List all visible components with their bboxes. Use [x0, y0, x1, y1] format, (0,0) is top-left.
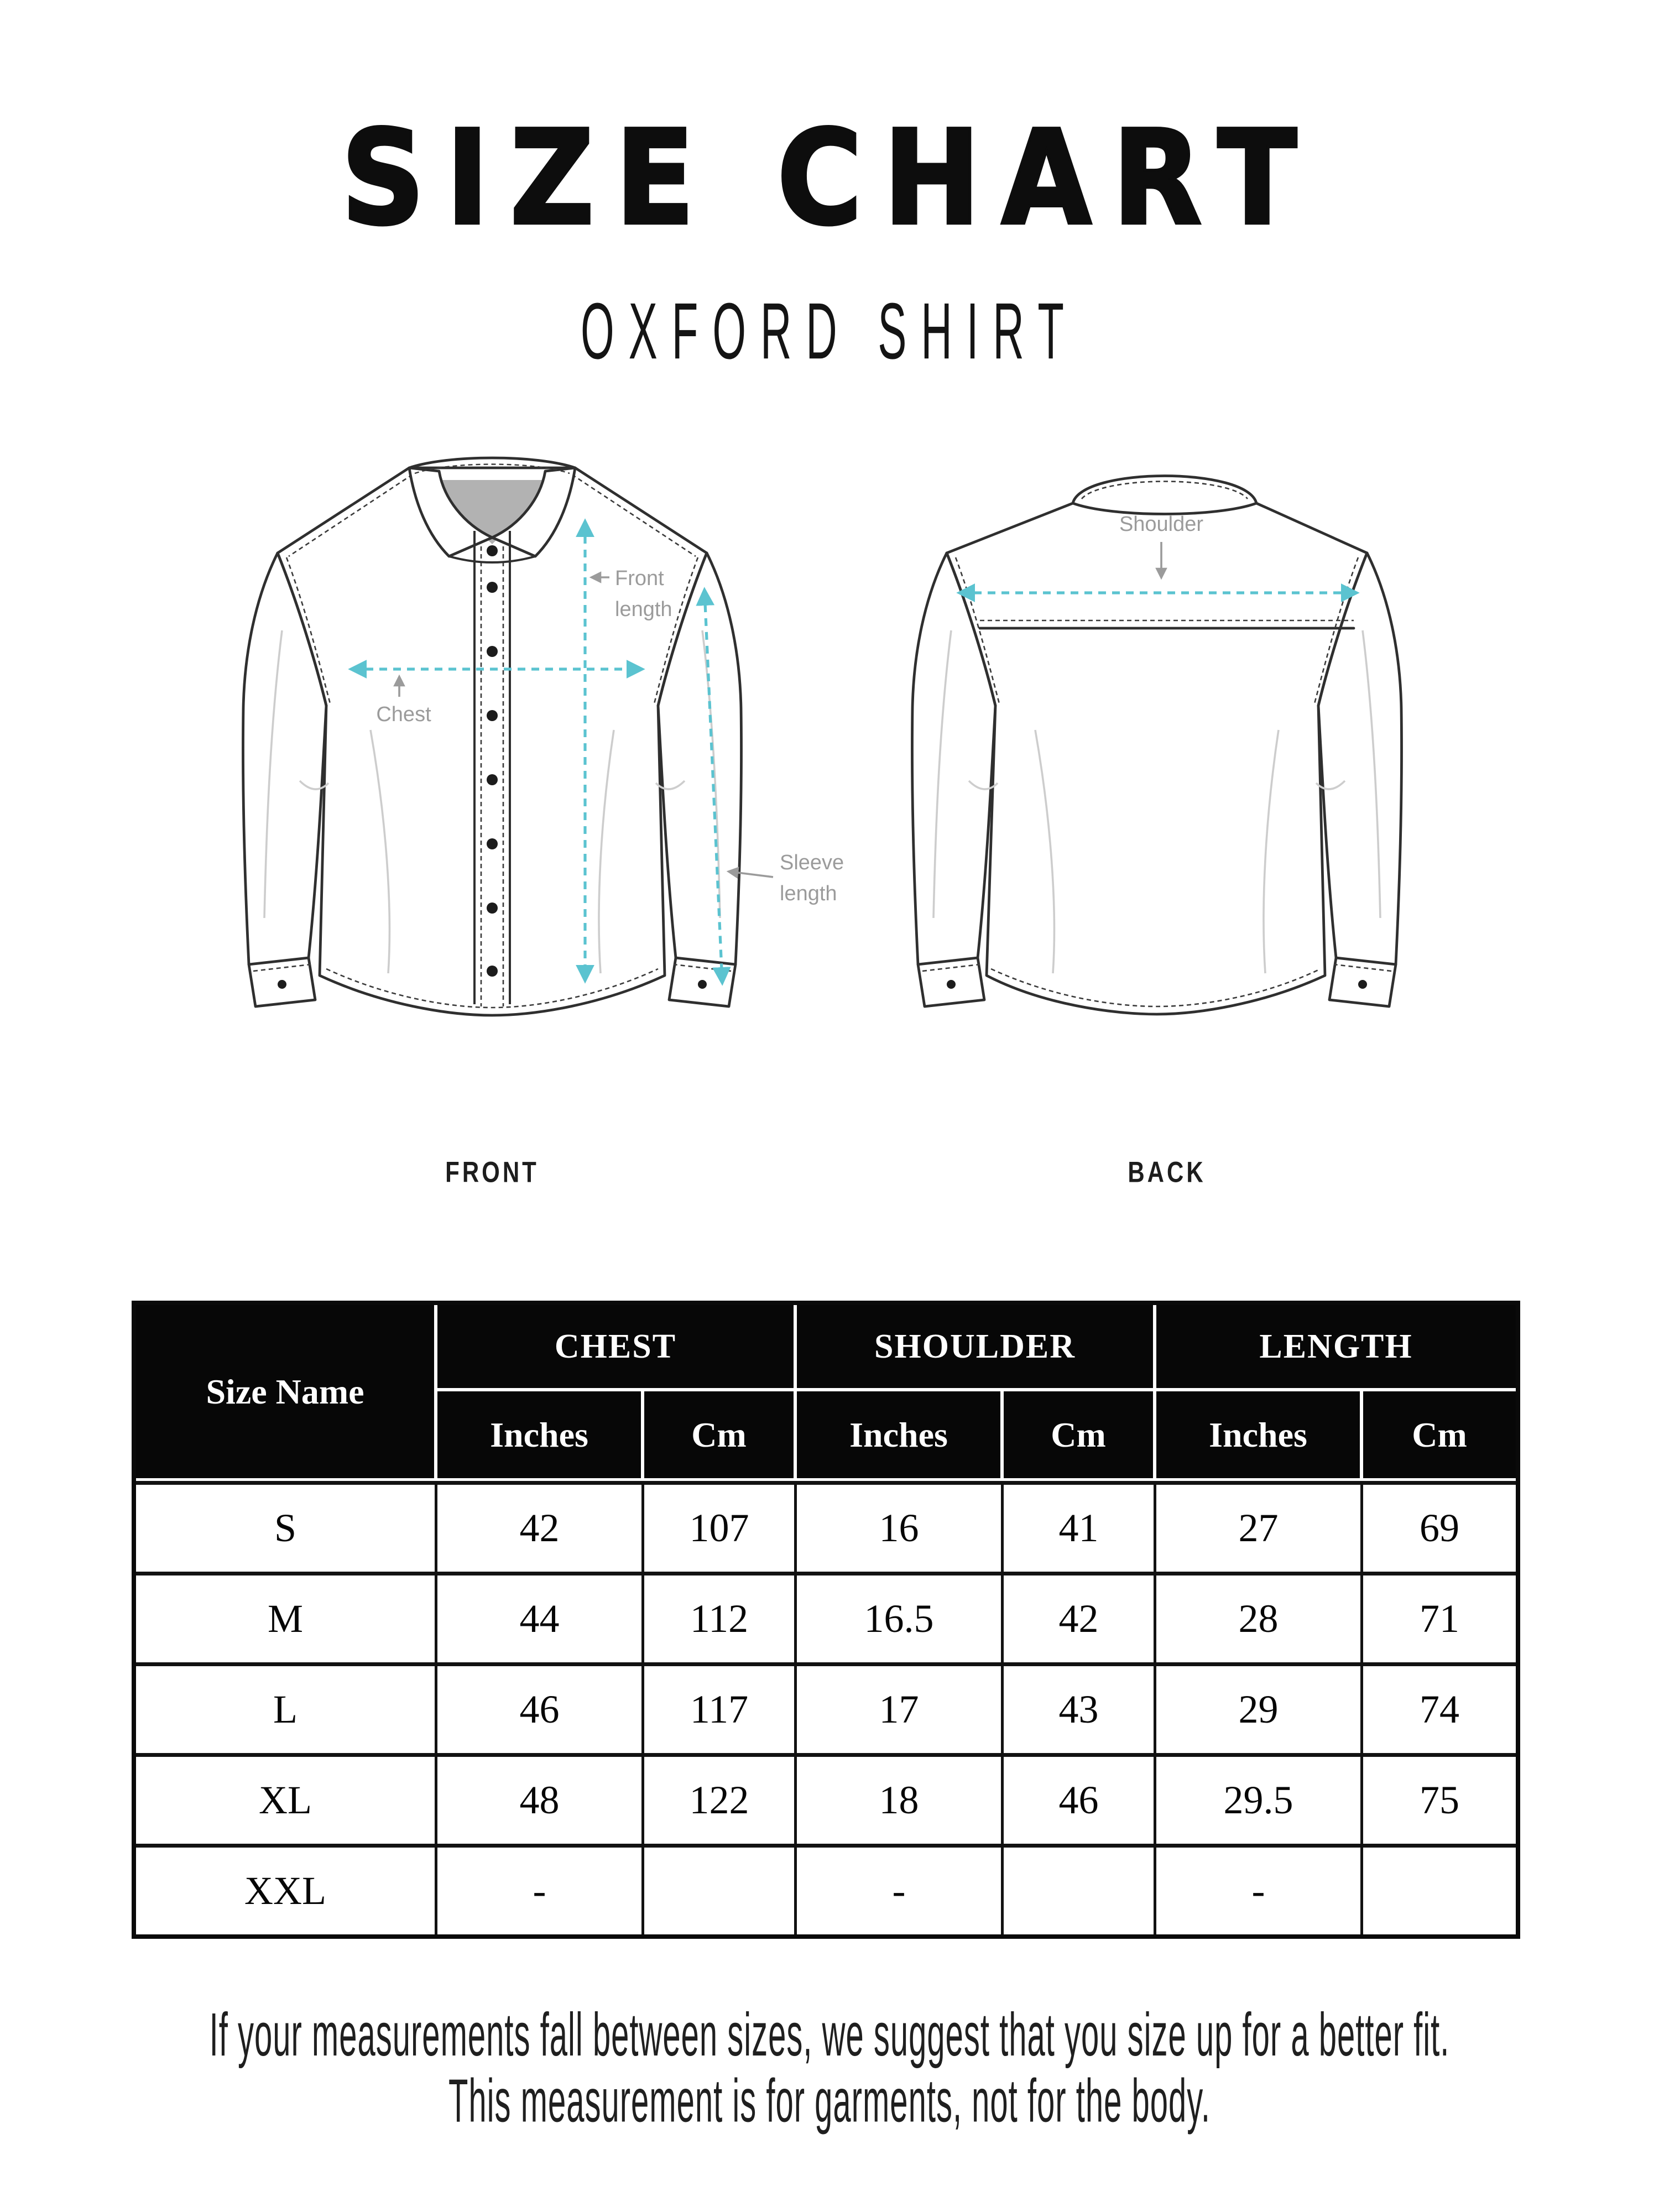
front-shirt-diagram [238, 453, 857, 1023]
cell: 27 [1156, 1481, 1363, 1572]
length-group-header: LENGTH [1156, 1305, 1516, 1391]
cell: 48 [437, 1753, 644, 1844]
cell [1363, 1844, 1516, 1934]
cell: 107 [644, 1481, 797, 1572]
table-row [136, 1844, 1516, 1934]
shoulder-inches-header: Inches [797, 1391, 1004, 1481]
length-inches-header: Inches [1156, 1391, 1363, 1481]
back-caption: BACK [1128, 1156, 1206, 1188]
shoulder-group-header: SHOULDER [797, 1305, 1156, 1391]
cell: 17 [797, 1662, 1004, 1753]
cell: 41 [1004, 1481, 1156, 1572]
table-row [136, 1662, 1516, 1753]
cell: 16.5 [797, 1572, 1004, 1662]
front-length-label-line1: Front [615, 567, 664, 590]
cell: 122 [644, 1753, 797, 1844]
chest-group-header: CHEST [437, 1305, 797, 1391]
cell: - [437, 1844, 644, 1934]
cell: 44 [437, 1572, 644, 1662]
front-caption: FRONT [445, 1156, 539, 1188]
back-shirt-outline [912, 476, 1401, 1015]
fit-note [0, 2002, 1659, 2134]
size-name-header: Size Name [136, 1305, 437, 1481]
cell: 112 [644, 1572, 797, 1662]
back-shirt-diagram [896, 453, 1438, 1023]
cell: 29 [1156, 1662, 1363, 1753]
page-title: SIZE CHART [341, 102, 1318, 254]
length-cm-header: Cm [1363, 1391, 1516, 1481]
size-cell: XL [136, 1753, 437, 1844]
cell [1004, 1844, 1156, 1934]
size-cell: L [136, 1662, 437, 1753]
fit-note-line1: If your measurements fall between sizes, we suggest that you size up for a better fit. [209, 2001, 1450, 2069]
table-row [136, 1481, 1516, 1572]
size-cell: XXL [136, 1844, 437, 1934]
chest-cm-header: Cm [644, 1391, 797, 1481]
cell: 75 [1363, 1753, 1516, 1844]
table-header-group-row [136, 1305, 1516, 1391]
cell [644, 1844, 797, 1934]
cell: - [1156, 1844, 1363, 1934]
front-length-label-line2: length [615, 598, 672, 621]
cell: 28 [1156, 1572, 1363, 1662]
cell: 74 [1363, 1662, 1516, 1753]
table-row [136, 1753, 1516, 1844]
page-subtitle: OXFORD SHIRT [581, 285, 1078, 376]
cell: 29.5 [1156, 1753, 1363, 1844]
cell: 46 [437, 1662, 644, 1753]
table-row [136, 1572, 1516, 1662]
sleeve-length-label-line2: length [780, 882, 837, 905]
chest-label: Chest [376, 703, 431, 726]
cell: 117 [644, 1662, 797, 1753]
shoulder-cm-header: Cm [1004, 1391, 1156, 1481]
size-cell: M [136, 1572, 437, 1662]
cell: 46 [1004, 1753, 1156, 1844]
cell: 18 [797, 1753, 1004, 1844]
cell: 69 [1363, 1481, 1516, 1572]
cell: 43 [1004, 1662, 1156, 1753]
shoulder-label: Shoulder [1119, 513, 1204, 536]
cell: 16 [797, 1481, 1004, 1572]
size-cell: S [136, 1481, 437, 1572]
chest-inches-header: Inches [437, 1391, 644, 1481]
sleeve-length-label-line1: Sleeve [780, 851, 844, 874]
cell: 42 [1004, 1572, 1156, 1662]
cell: 71 [1363, 1572, 1516, 1662]
cell: 42 [437, 1481, 644, 1572]
cell: - [797, 1844, 1004, 1934]
size-table [132, 1301, 1520, 1939]
fit-note-line2: This measurement is for garments, not for the body. [448, 2067, 1211, 2136]
